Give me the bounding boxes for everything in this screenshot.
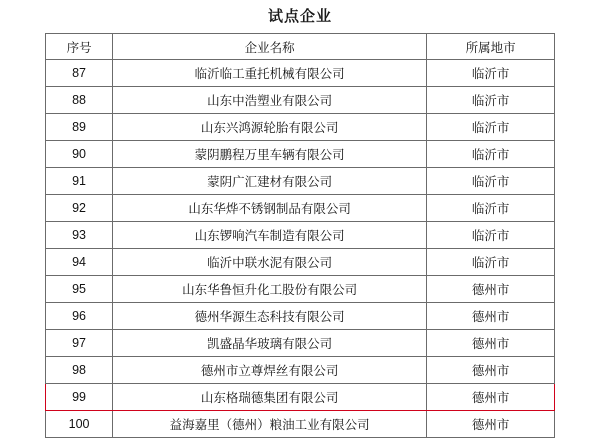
cell-enterprise-name: 德州华源生态科技有限公司 [113,303,427,330]
column-header-name: 企业名称 [113,34,427,60]
table-row [46,168,555,195]
cell-city: 临沂市 [427,141,555,168]
cell-city: 德州市 [427,411,555,438]
cell-no: 95 [46,276,113,303]
cell-no: 87 [46,60,113,87]
cell-city: 临沂市 [427,222,555,249]
table-row [46,384,555,411]
table-row [46,114,555,141]
cell-city: 德州市 [427,330,555,357]
table-row [46,222,555,249]
cell-city: 德州市 [427,303,555,330]
cell-no: 99 [46,384,113,411]
cell-enterprise-name: 临沂中联水泥有限公司 [113,249,427,276]
cell-city: 德州市 [427,357,555,384]
cell-no: 92 [46,195,113,222]
cell-enterprise-name: 临沂临工重托机械有限公司 [113,60,427,87]
cell-enterprise-name: 山东华烨不锈钢制品有限公司 [113,195,427,222]
column-header-city: 所属地市 [427,34,555,60]
table-row [46,330,555,357]
cell-city: 德州市 [427,384,555,411]
cell-no: 97 [46,330,113,357]
cell-city: 临沂市 [427,168,555,195]
table-body [46,34,555,438]
cell-no: 88 [46,87,113,114]
cell-enterprise-name: 山东锣响汽车制造有限公司 [113,222,427,249]
table-row [46,87,555,114]
page-title: 试点企业 [267,8,332,25]
cell-city: 临沂市 [427,87,555,114]
table-header-row [46,34,555,60]
cell-city: 德州市 [427,276,555,303]
cell-enterprise-name: 山东格瑞德集团有限公司 [113,384,427,411]
cell-enterprise-name: 山东兴鸿源轮胎有限公司 [113,114,427,141]
cell-no: 90 [46,141,113,168]
cell-enterprise-name: 凯盛晶华玻璃有限公司 [113,330,427,357]
cell-city: 临沂市 [427,60,555,87]
cell-enterprise-name: 山东中浩塑业有限公司 [113,87,427,114]
cell-no: 91 [46,168,113,195]
table-row [46,276,555,303]
table-row [46,303,555,330]
cell-no: 96 [46,303,113,330]
cell-enterprise-name: 德州市立尊焊丝有限公司 [113,357,427,384]
column-header-no: 序号 [46,34,113,60]
table-container [0,33,600,438]
cell-city: 临沂市 [427,249,555,276]
cell-enterprise-name: 山东华鲁恒升化工股份有限公司 [113,276,427,303]
cell-enterprise-name: 蒙阴鹏程万里车辆有限公司 [113,141,427,168]
cell-city: 临沂市 [427,195,555,222]
cell-no: 100 [46,411,113,438]
table-row [46,195,555,222]
cell-no: 89 [46,114,113,141]
cell-enterprise-name: 益海嘉里（德州）粮油工业有限公司 [113,411,427,438]
cell-no: 93 [46,222,113,249]
enterprise-table [45,33,555,438]
cell-enterprise-name: 蒙阴广汇建材有限公司 [113,168,427,195]
table-row [46,357,555,384]
table-row [46,411,555,438]
table-row [46,60,555,87]
cell-city: 临沂市 [427,114,555,141]
cell-no: 98 [46,357,113,384]
cell-no: 94 [46,249,113,276]
table-row [46,249,555,276]
table-row [46,141,555,168]
